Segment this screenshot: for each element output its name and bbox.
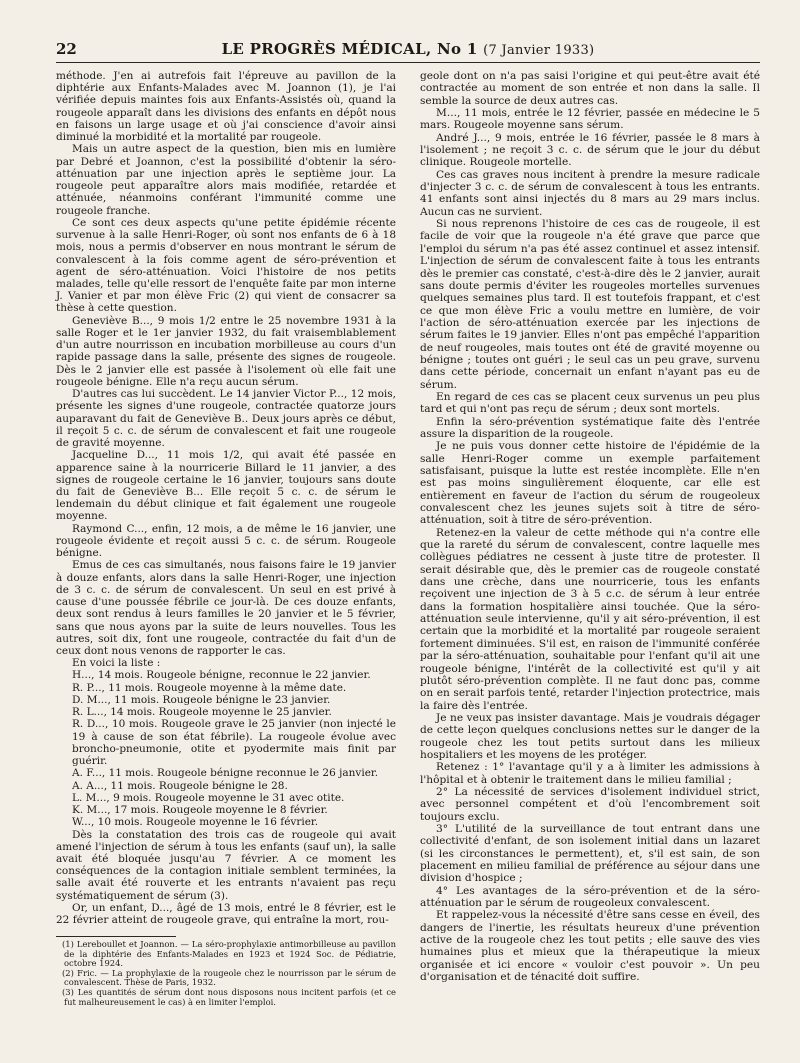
list-item: R. L..., 14 mois. Rougeole moyenne le 25 janvier. [72, 706, 332, 719]
paragraph: Raymond C..., enfin, 12 mois, a de même le 16 janvier, une rougeole évidente et reçoit aussi 5 c. c. de sérum. Rougeole bénigne. [56, 522, 396, 560]
header-rule [56, 62, 760, 63]
paragraph: M..., 11 mois, entrée le 12 février, passée en médecine le 5 mars. Rougeole moyenne sans sérum. [420, 107, 760, 132]
paragraph: En voici la liste : [72, 657, 161, 670]
paragraph: D'autres cas lui succèdent. Le 14 janvier Victor P..., 12 mois, présente les signes d'une rougeole, contractée quatorze jours auparavant du fait de Geneviève B.. Deux jours après ce début, il reçoit 5 c. c. de sérum de convalescent et fait une rougeole de gravité moyenne. [56, 388, 396, 450]
right-column [420, 70, 760, 983]
list-item: W..., 10 mois. Rougeole moyenne le 16 février. [72, 816, 319, 829]
footnote: (1) Lereboullet et Joannon. — La séro-prophylaxie antimorbilleuse au pavillon de la diphtérie des Enfants-Malades en 1923 et 1924 Soc. de Pédiatrie, octobre 1924. [62, 939, 396, 969]
issue-date: (7 Janvier 1933) [483, 43, 595, 58]
list-item: A. A..., 11 mois. Rougeole bénigne le 28. [72, 779, 288, 792]
footnotes [56, 940, 396, 1007]
paragraph: méthode. J'en ai autrefois fait l'épreuve au pavillon de la diphtérie aux Enfants-Malades avec M. Joannon (1), je l'ai vérifiée depuis maintes fois aux Enfants-Assistés où, quand la rougeole apparaît dans les divisions des enfants en dépôt nous en faisons un large usage et où j'ai conscience d'avoir ainsi diminué la morbidité et la mortalité par rougeole. [56, 70, 396, 144]
case-list [56, 669, 396, 828]
paragraph: 2° La nécessité de services d'isolement individuel strict, avec personnel compétent et d'où l'encombrement soit toujours exclu. [420, 785, 760, 823]
paragraph: Dès la constatation des trois cas de rougeole qui avait amené l'injection de sérum à tous les enfants (sauf un), la salle avait été bloquée jusqu'au 7 février. A ce moment les conséquences de la contagion initiale semblent terminées, la salle avait été rouverte et les entrants n'avaient pas reçu systématiquement de sérum (3). [56, 828, 396, 902]
list-item: L. M..., 9 mois. Rougeole moyenne le 31 avec otite. [72, 791, 345, 804]
paragraph: Retenez : 1° l'avantage qu'il y a à limiter les admissions à l'hôpital et à obtenir le traitement dans le milieu familial ; [420, 761, 760, 786]
paragraph: Mais un autre aspect de la question, bien mis en lumière par Debré et Joannon, c'est la possibilité d'obtenir la séro-atténuation par une injection après le septième jour. La rougeole peut apparaître alors mais modifiée, retardée et atténuée, néanmoins conférant l'immunité comme une rougeole franche. [56, 143, 396, 217]
footnote: (2) Fric. — La prophylaxie de la rougeole chez le nourrisson par le sérum de convalescent. Thèse de Paris, 1932. [62, 967, 396, 988]
list-item: R. P..., 11 mois. Rougeole moyenne à la même date. [72, 681, 347, 694]
page-number: 22 [56, 40, 77, 58]
list-item: K. M..., 17 mois. Rougeole moyenne le 8 février. [72, 804, 328, 817]
paragraph: Si nous reprenons l'histoire de ces cas de rougeole, il est facile de voir que la rougeole n'a été grave que parce que l'emploi du sérum n'a pas été assez continuel et assez intensif. L'injection de sérum de convalescent faite à tous les entrants dès le premier cas constaté, c'est-à-dire dès le 2 janvier, aurait sans doute permis d'éviter les rougeoles mortelles survenues quelques semaines plus tard. Il est toutefois frappant, et c'est ce que mon élève Fric a voulu mettre en lumière, de voir l'action de séro-atténuation exercée par les injections de sérum faites le 19 janvier. Elles n'ont pas empêché l'apparition de neuf rougeoles, mais toutes ont été de gravité moyenne ou bénigne ; toutes ont guéri ; le seul cas un peu grave, survenu dans cette période, concernait un enfant n'ayant pas eu de sérum. [420, 218, 760, 391]
paragraph: André J..., 9 mois, entrée le 16 février, passée le 8 mars à l'isolement ; ne reçoit 3 c. c. de sérum que le jour du début clinique. Rougeole mortelle. [420, 131, 760, 169]
page-header [56, 40, 760, 62]
list-item: R. D..., 10 mois. Rougeole grave le 25 janvier (non injecté le 19 à cause de son état fébrile). La rougeole évolue avec broncho-pneumonie, otite et pyodermite mais finit par guérir. [72, 718, 396, 768]
list-item: H..., 14 mois. Rougeole bénigne, reconnue le 22 janvier. [72, 669, 371, 682]
footnote: (3) Les quantités de sérum dont nous disposons nous incitent parfois (et ce fut malheureusement le cas) à en limiter l'emploi. [62, 986, 396, 1007]
paragraph: Et rappelez-vous la nécessité d'être sans cesse en éveil, des dangers de l'inertie, les résultats heureux d'une prévention active de la rougeole chez les tout petits ; elle sauve des vies humaines plus et mieux que la thérapeutique la mieux organisée et ici encore « vouloir c'est pouvoir ». Un peu d'organisation et de ténacité doit suffire. [420, 909, 760, 984]
paragraph: En regard de ces cas se placent ceux survenus un peu plus tard et qui n'ont pas reçu de sérum ; deux sont mortels. [420, 390, 760, 416]
running-title [56, 40, 760, 58]
footnote-rule [56, 936, 176, 937]
list-item: A. F..., 11 mois. Rougeole bénigne reconnue le 26 janvier. [72, 767, 379, 780]
paragraph: Jacqueline D..., 11 mois 1/2, qui avait été passée en apparence saine à la nourricerie Billard le 11 janvier, a des signes de rougeole certaine le 16 janvier, toujours sans doute du fait de Geneviève B... Elle reçoit 5 c. c. de sérum le lendemain du début clinique et fait également une rougeole moyenne. [56, 449, 396, 523]
paragraph: Emus de ces cas simultanés, nous faisons faire le 19 janvier à douze enfants, alors dans la salle Henri-Roger, une injection de 3 c. c. de sérum de convalescent. Un seul en est privé à cause d'une poussée fébrile ce jour-là. De ces douze enfants, deux sont rendus à leurs familles le 20 janvier et le 5 février, sans que nous ayons par la suite de leurs nouvelles. Tous les autres, soit dix, font une rougeole, contractée du fait d'un de ceux dont nous venons de rapporter le cas. [56, 559, 396, 658]
paragraph: Je ne puis vous donner cette histoire de l'épidémie de la salle Henri-Roger comme un exemple parfaitement satisfaisant, puisque la lutte est restée incomplète. Elle n'en est pas moins singulièrement éloquente, car elle est entièrement en faveur de l'action du sérum de rougeoleux convalescent chez les jeunes sujets soit à titre de séro-atténuation, soit à titre de séro-prévention. [420, 440, 760, 527]
list-item: D. M..., 11 mois. Rougeole bénigne le 23 janvier. [72, 693, 331, 706]
left-column [56, 70, 396, 926]
paragraph: Je ne veux pas insister davantage. Mais je voudrais dégager de cette leçon quelques conclusions nettes sur le danger de la rougeole chez les tout petits surtout dans les milieux hospitaliers et les moyens de les protéger. [420, 711, 760, 761]
paragraph: Ce sont ces deux aspects qu'une petite épidémie récente survenue à la salle Henri-Roger, où sont nos enfants de 6 à 18 mois, nous a permis d'observer en nous montrant le sérum de convalescent à la fois comme agent de séro-prévention et agent de séro-atténuation. Voici l'histoire de nos petits malades, telle qu'elle ressort de l'enquête faite par mon interne J. Vanier et par mon élève Fric (2) qui vient de consacrer sa thèse à cette question. [56, 216, 396, 315]
paragraph: Ces cas graves nous incitent à prendre la mesure radicale d'injecter 3 c. c. de sérum de convalescent à tous les entrants. 41 enfants sont ainsi injectés du 8 mars au 29 mars inclus. Aucun cas ne survient. [420, 168, 760, 218]
paragraph: 3° L'utilité de la surveillance de tout entrant dans une collectivité d'enfant, de son isolement initial dans un lazaret (si les circonstances le permettent), et, s'il est sain, de son placement en milieu familial de préférence au séjour dans une division d'hospice ; [420, 822, 760, 885]
paragraph: 4° Les avantages de la séro-prévention et de la séro-atténuation par le sérum de rougeoleux convalescent. [420, 884, 760, 910]
paragraph: Enfin la séro-prévention systématique faite dès l'entrée assure la disparition de la rougeole. [420, 415, 760, 440]
paragraph: Geneviève B..., 9 mois 1/2 entre le 25 novembre 1931 à la salle Roger et le 1er janvier 1932, du fait vraisemblablement d'un autre nourrisson en incubation morbilleuse au cours d'un rapide passage dans la salle, présente des signes de rougeole. Dès le 2 janvier elle est passée à l'isolement où elle fait une rougeole bénigne. Elle n'a reçu aucun sérum. [56, 314, 396, 388]
paragraph: Retenez-en la valeur de cette méthode qui n'a contre elle que la rareté du sérum de convalescent, contre laquelle mes collègues pédiatres ne cessent à juste titre de protester. Il serait désirable que, dès le premier cas de rougeole constaté dans une crèche, dans une nourricerie, tous les enfants reçoivent une injection de 3 à 5 c.c. de sérum à leur entrée dans la formation hospitalière ainsi touchée. Que la séro-atténuation seule intervienne, qu'il y ait séro-prévention, il est certain que la morbidité et la mortalité par rougeole seraient fortement diminuées. S'il est, en raison de l'immunité conférée par la séro-atténuation, souhaitable pour l'enfant qu'il ait une rougeole bénigne, l'intérêt de la collectivité est qu'il y ait plutôt séro-prévention complète. Il ne faut donc pas, comme on en serait parfois tenté, retarder l'injection protectrice, mais la faire dès l'entrée. [420, 526, 760, 712]
journal-title: LE PROGRÈS MÉDICAL, No 1 [221, 40, 478, 58]
paragraph: Or, un enfant, D..., âgé de 13 mois, entré le 8 février, est le 22 février atteint de rougeole grave, qui entraîne la mort, rou- [56, 901, 396, 927]
paragraph: geole dont on n'a pas saisi l'origine et qui peut-être avait été contractée au moment de son entrée et non dans la salle. Il semble la source de deux autres cas. [420, 70, 760, 107]
